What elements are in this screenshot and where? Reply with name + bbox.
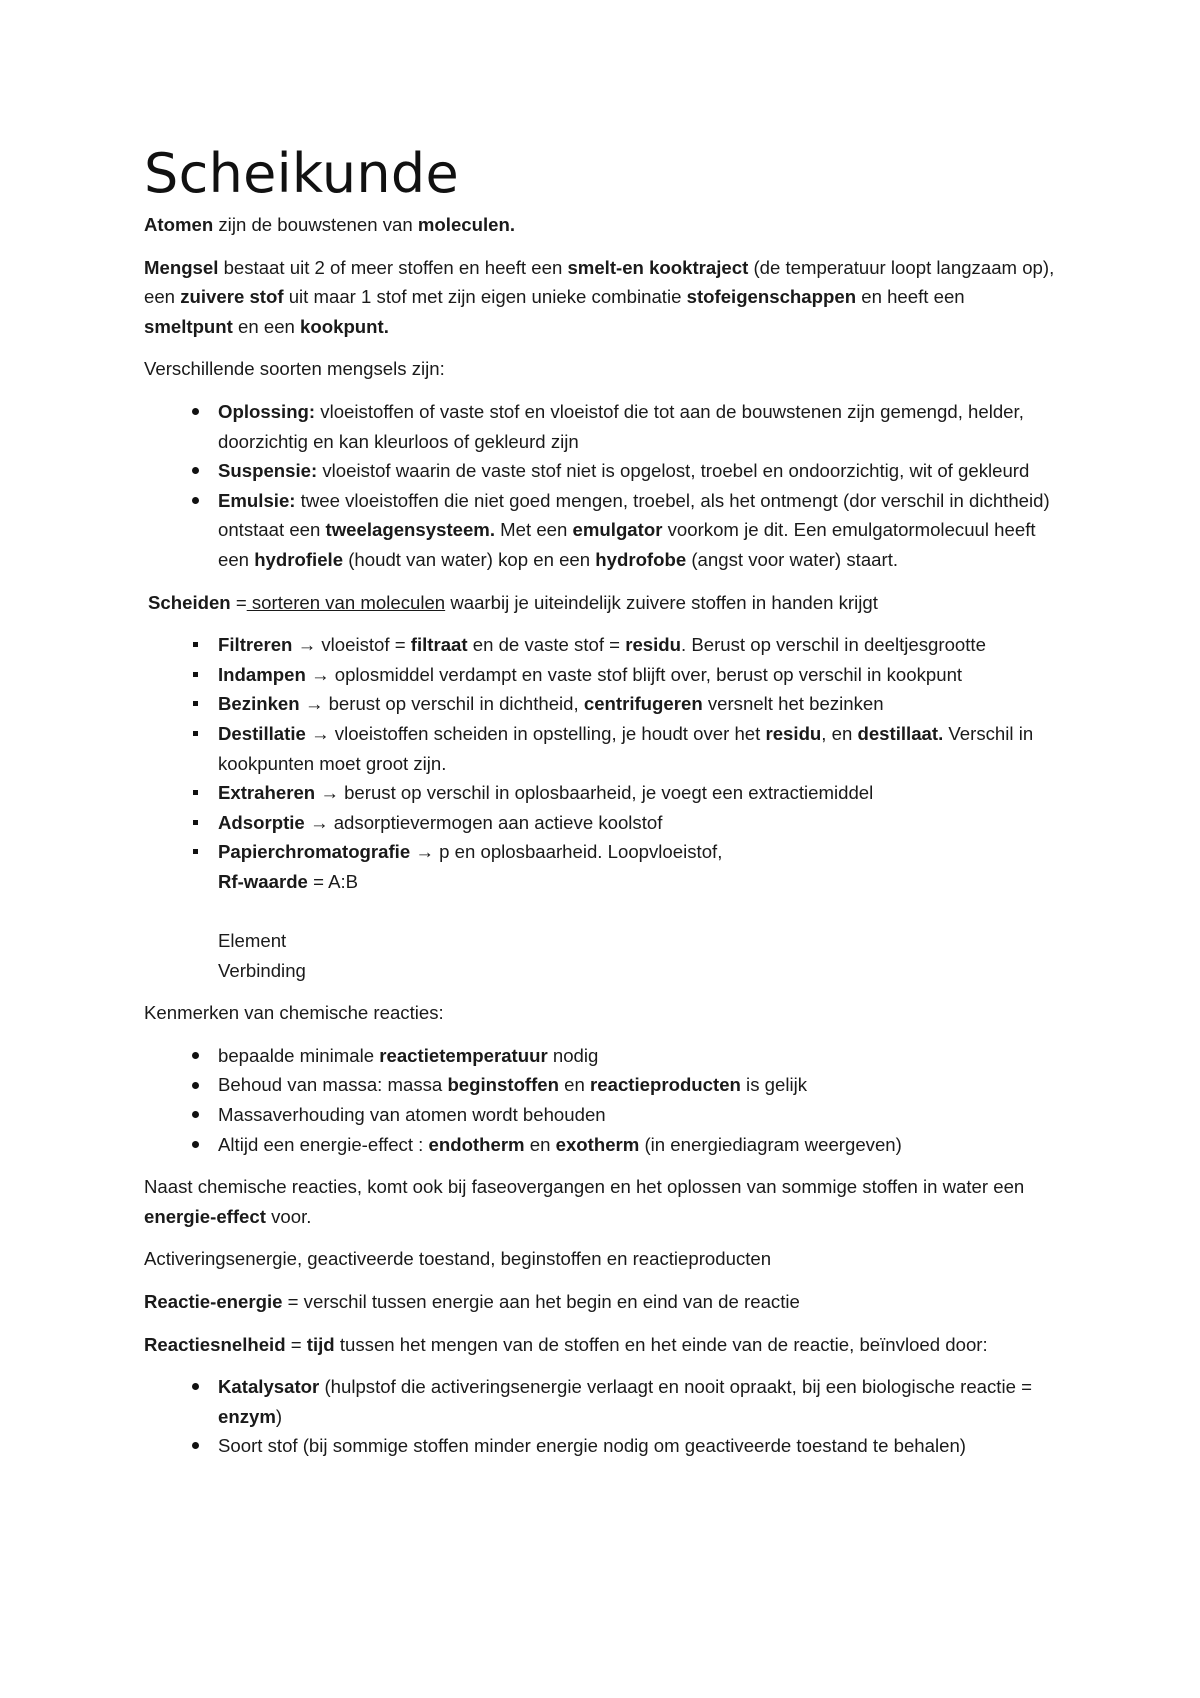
- list-item-kenmerk: Behoud van massa: massa beginstoffen en reactieproducten is gelijk: [144, 1070, 1055, 1100]
- methoden-list: [144, 630, 1055, 896]
- bullet-disc-icon: [185, 456, 205, 486]
- bullet-disc-icon: [185, 1041, 205, 1071]
- extra-lines: [144, 896, 1055, 985]
- arrow-right-icon: →: [310, 663, 330, 685]
- mengsel-paragraph: Mengsel bestaat uit 2 of meer stoffen en heeft een smelt-en kooktraject (de temperatuur loopt langzaam op), een zuivere stof uit maar 1 stof met zijn eigen unieke combinatie stofeigenschappen en heeft een smeltpunt en een kookpunt.: [144, 256, 1055, 337]
- list-item-extraheren: Extraheren → berust op verschil in oplosbaarheid, je voegt een extractiemiddel: [144, 778, 1055, 808]
- factoren-list: [144, 1372, 1055, 1461]
- list-item-filtreren: Filtreren → vloeistof = filtraat en de vaste stof = residu. Berust op verschil in deeltjesgrootte: [144, 630, 1055, 660]
- list-item-katalysator: Katalysator (hulpstof die activeringsenergie verlaagt en nooit opraakt, bij een biologische reactie = enzym): [144, 1372, 1055, 1431]
- list-item-soort-stof: Soort stof (bij sommige stoffen minder energie nodig om geactiveerde toestand te behalen): [144, 1431, 1055, 1461]
- activering-paragraph: Activeringsenergie, geactiveerde toestand, beginstoffen en reactieproducten: [144, 1248, 772, 1270]
- list-item-bezinken: Bezinken → berust op verschil in dichtheid, centrifugeren versnelt het bezinken: [144, 689, 1055, 719]
- arrow-right-icon: →: [311, 722, 330, 744]
- bullet-disc-icon: [185, 1100, 205, 1130]
- blank-line: [218, 896, 1055, 926]
- bullet-square-icon: [185, 660, 205, 690]
- intro-paragraph: Atomen zijn de bouwstenen van moleculen.: [144, 214, 516, 235]
- list-item-emulsie: Emulsie: twee vloeistoffen die niet goed mengen, troebel, als het ontmengt (dor verschil in dichtheid) ontstaat een tweelagensysteem. Met een emulgator voorkom je dit. Een emulgatormolecuul heeft een hydrofiele (houdt van water) kop en een hydrofobe (angst voor water) staart.: [144, 486, 1055, 575]
- arrow-right-icon: →: [309, 811, 329, 833]
- list-item-kenmerk: Altijd een energie-effect : endotherm en exotherm (in energiediagram weergeven): [144, 1130, 1055, 1160]
- list-item-kenmerk: Massaverhouding van atomen wordt behouden: [144, 1100, 1055, 1130]
- bullet-disc-icon: [185, 486, 205, 516]
- page-title: Scheikunde: [144, 142, 459, 205]
- list-item-kenmerk: bepaalde minimale reactietemperatuur nodig: [144, 1041, 1055, 1071]
- bullet-disc-icon: [185, 397, 205, 427]
- line-element: Element: [218, 930, 287, 952]
- list-item-suspensie: Suspensie: vloeistof waarin de vaste stof niet is opgelost, troebel en ondoorzichtig, wit of gekleurd: [144, 456, 1055, 486]
- list-item-oplossing: Oplossing: vloeistoffen of vaste stof en vloeistof die tot aan de bouwstenen zijn gemengd, helder, doorzichtig en kan kleurloos of gekleurd zijn: [144, 397, 1055, 456]
- bullet-square-icon: [185, 837, 205, 867]
- reactie-energie-paragraph: Reactie-energie = verschil tussen energie aan het begin en eind van de reactie: [144, 1291, 800, 1312]
- kenmerken-list: [144, 1041, 1055, 1159]
- bullet-square-icon: [185, 719, 205, 749]
- list-item-destillatie: Destillatie → vloeistoffen scheiden in opstelling, je houdt over het residu, en destillaat. Verschil in kookpunten moet groot zijn.: [144, 719, 1055, 778]
- arrow-right-icon: →: [320, 782, 339, 804]
- soorten-heading: Verschillende soorten mengsels zijn:: [144, 358, 445, 380]
- bullet-disc-icon: [185, 1070, 205, 1100]
- bullet-disc-icon: [185, 1372, 205, 1402]
- bullet-square-icon: [185, 808, 205, 838]
- list-item-adsorptie: Adsorptie → adsorptievermogen aan actieve koolstof: [144, 808, 1055, 838]
- bullet-square-icon: [185, 689, 205, 719]
- list-item-papierchromatografie: Papierchromatografie → p en oplosbaarheid. Loopvloeistof, Rf-waarde = A:B: [144, 837, 1055, 896]
- mengsels-list: [144, 397, 1055, 575]
- arrow-right-icon: →: [415, 841, 434, 863]
- kenmerken-heading: Kenmerken van chemische reacties:: [144, 1002, 444, 1024]
- line-verbinding: Verbinding: [218, 959, 306, 981]
- naast-paragraph: Naast chemische reacties, komt ook bij faseovergangen en het oplossen van sommige stoffen in water een energie-effect voor.: [144, 1176, 1025, 1227]
- bullet-disc-icon: [185, 1130, 205, 1160]
- bullet-square-icon: [185, 630, 205, 660]
- reactiesnelheid-paragraph: Reactiesnelheid = tijd tussen het mengen van de stoffen en het einde van de reactie, beïnvloed door:: [144, 1333, 988, 1355]
- bullet-square-icon: [185, 778, 205, 808]
- list-item-indampen: Indampen → oplosmiddel verdampt en vaste stof blijft over, berust op verschil in kookpunt: [144, 660, 1055, 690]
- bullet-disc-icon: [185, 1431, 205, 1461]
- arrow-right-icon: →: [304, 693, 324, 715]
- scheiden-paragraph: Scheiden = sorteren van moleculen waarbij je uiteindelijk zuivere stoffen in handen krijgt: [148, 591, 878, 613]
- arrow-right-icon: →: [297, 634, 317, 656]
